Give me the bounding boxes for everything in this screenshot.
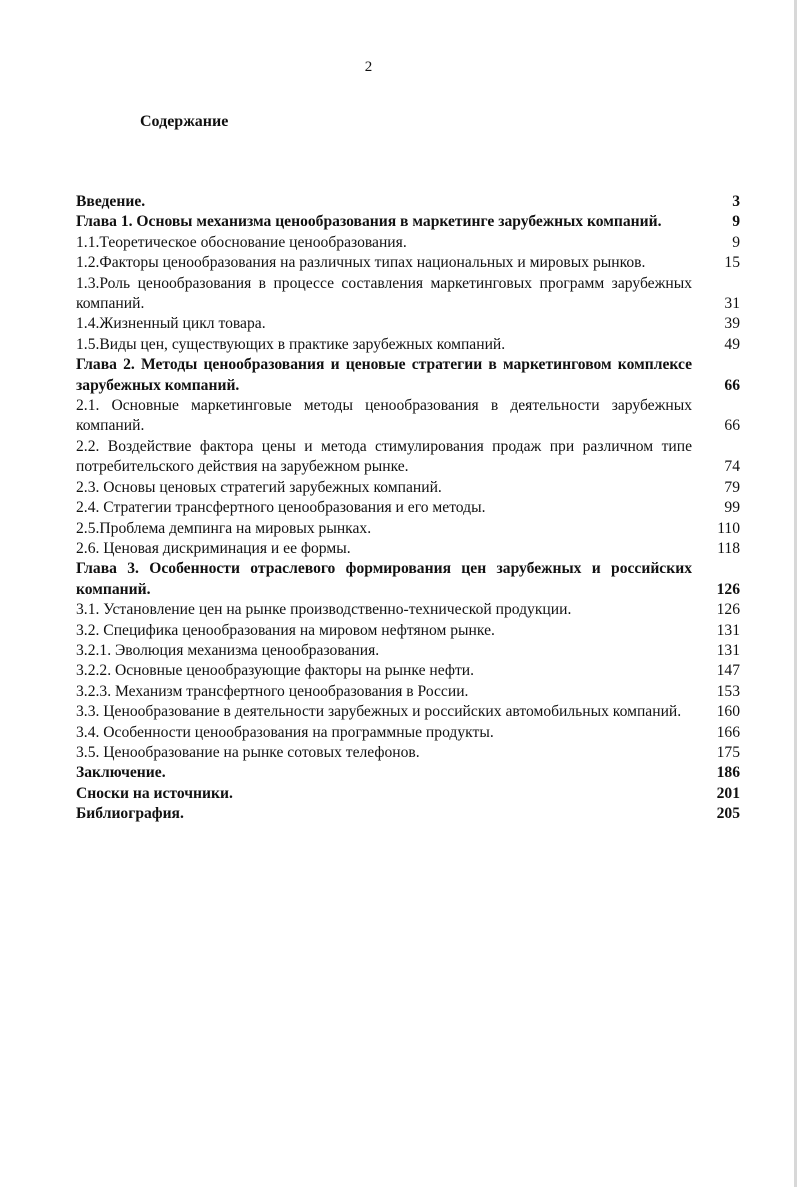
toc-entry-page: 160 bbox=[716, 703, 740, 721]
toc-entry-title: 2.3. Основы ценовых стратегий зарубежных компаний. bbox=[76, 478, 442, 496]
toc-entry-page: 3 bbox=[732, 193, 740, 210]
toc-entry-page: 118 bbox=[717, 539, 740, 557]
toc-entry-title: 2.2. Воздействие фактора цены и метода стимулирования продаж при различном типе потребительского действия на зарубежном рынке. bbox=[76, 437, 692, 476]
toc-entry-page: 9 bbox=[732, 233, 740, 251]
toc-entry-title: 3.4. Особенности ценообразования на программные продукты. bbox=[76, 723, 494, 741]
toc-entry-page: 147 bbox=[716, 662, 740, 680]
toc-heading: Содержание bbox=[140, 113, 229, 130]
toc-entry-page: 99 bbox=[724, 499, 740, 517]
toc-entry-page: 205 bbox=[716, 805, 740, 823]
toc-entry-page: 66 bbox=[724, 376, 740, 394]
toc-entry bbox=[76, 682, 740, 702]
toc-entry-page: 15 bbox=[724, 254, 740, 272]
toc-entry bbox=[76, 274, 740, 315]
toc-entry bbox=[76, 519, 740, 539]
toc-entry-page: 131 bbox=[716, 641, 740, 659]
toc-entry-page: 39 bbox=[724, 315, 740, 333]
toc-entry-title: 2.1. Основные маркетинговые методы ценообразования в деятельности зарубежных компаний. bbox=[76, 397, 692, 435]
toc-entry-page: 31 bbox=[724, 295, 740, 313]
toc-entry-title: 1.5.Виды цен, существующих в практике зарубежных компаний. bbox=[76, 335, 506, 353]
toc-entry-page: 131 bbox=[716, 621, 740, 639]
toc-entry-page: 186 bbox=[716, 764, 740, 782]
toc-entry-title: Библиография. bbox=[76, 805, 184, 823]
toc-entry bbox=[76, 784, 740, 804]
toc-entry bbox=[76, 355, 740, 396]
toc-entry-title: Заключение. bbox=[76, 764, 166, 782]
toc-entry-page: 74 bbox=[724, 458, 740, 476]
toc-entry-title: Введение. bbox=[76, 193, 146, 210]
toc-entry-page: 175 bbox=[716, 743, 740, 761]
toc-entry-title: 3.2. Специфика ценообразования на мировом нефтяном рынке. bbox=[76, 621, 495, 639]
toc-entry bbox=[76, 253, 740, 273]
toc-entry-title: Глава 2. Методы ценообразования и ценовые стратегии в маркетинговом комплексе зарубежных компаний. bbox=[76, 356, 692, 394]
toc-entry-page: 79 bbox=[724, 478, 740, 496]
toc-entry-page: 9 bbox=[732, 213, 740, 231]
toc-entry-page: 166 bbox=[716, 723, 740, 741]
toc-entry-title: 2.4. Стратегии трансфертного ценообразования и его методы. bbox=[76, 499, 486, 517]
toc-entry bbox=[76, 396, 740, 437]
toc-entry-title: 1.3.Роль ценообразования в процессе составления маркетинговых программ зарубежных компаний. bbox=[76, 274, 692, 313]
toc-entry-page: 201 bbox=[716, 784, 740, 802]
toc-entry-title: Сноски на источники. bbox=[76, 784, 233, 802]
toc-entry bbox=[76, 641, 740, 661]
toc-entry bbox=[76, 559, 740, 600]
toc-entry bbox=[76, 804, 740, 824]
toc-entry-page: 126 bbox=[716, 601, 740, 619]
toc-entry-title: 1.4.Жизненный цикл товара. bbox=[76, 315, 266, 333]
toc-entry-title: 3.2.1. Эволюция механизма ценообразования. bbox=[76, 641, 380, 659]
toc-entry bbox=[76, 192, 740, 212]
toc-entry-title: 3.1. Установление цен на рынке производственно-технической продукции. bbox=[76, 601, 572, 619]
toc-entry-title: 2.6. Ценовая дискриминация и ее формы. bbox=[76, 539, 351, 557]
toc-entry bbox=[76, 661, 740, 681]
toc-entry-title: Глава 1. Основы механизма ценообразования в маркетинге зарубежных компаний. bbox=[76, 213, 662, 231]
toc-entry bbox=[76, 723, 740, 743]
table-of-contents bbox=[76, 192, 740, 825]
toc-entry bbox=[76, 743, 740, 763]
toc-entry-page: 49 bbox=[724, 335, 740, 353]
toc-entry bbox=[76, 498, 740, 518]
toc-entry bbox=[76, 314, 740, 334]
toc-entry-page: 110 bbox=[717, 519, 740, 537]
toc-entry-page: 126 bbox=[716, 580, 740, 598]
toc-entry-title: 3.2.3. Механизм трансфертного ценообразования в России. bbox=[76, 682, 469, 700]
toc-entry bbox=[76, 212, 740, 232]
toc-entry bbox=[76, 233, 740, 253]
toc-entry-title: 3.5. Ценообразование на рынке сотовых телефонов. bbox=[76, 743, 420, 761]
toc-entry bbox=[76, 763, 740, 783]
toc-entry-title: 2.5.Проблема демпинга на мировых рынках. bbox=[76, 519, 372, 537]
toc-entry bbox=[76, 600, 740, 620]
toc-entry bbox=[76, 437, 740, 478]
toc-entry bbox=[76, 335, 740, 355]
toc-entry bbox=[76, 539, 740, 559]
toc-entry bbox=[76, 621, 740, 641]
toc-entry-title: 3.2.2. Основные ценообразующие факторы на рынке нефти. bbox=[76, 662, 475, 680]
toc-entry bbox=[76, 702, 740, 722]
toc-entry-title: 1.1.Теоретическое обоснование ценообразования. bbox=[76, 233, 407, 251]
toc-entry-page: 153 bbox=[716, 682, 740, 700]
page-number: 2 bbox=[364, 59, 373, 75]
toc-entry-title: 1.2.Факторы ценообразования на различных типах национальных и мировых рынков. bbox=[76, 254, 646, 272]
toc-entry-title: 3.3. Ценообразование в деятельности зарубежных и российских автомобильных компаний. bbox=[76, 703, 682, 721]
toc-entry-title: Глава 3. Особенности отраслевого формирования цен зарубежных и российских компаний. bbox=[76, 560, 692, 598]
toc-entry-page: 66 bbox=[724, 417, 740, 435]
toc-entry bbox=[76, 478, 740, 498]
